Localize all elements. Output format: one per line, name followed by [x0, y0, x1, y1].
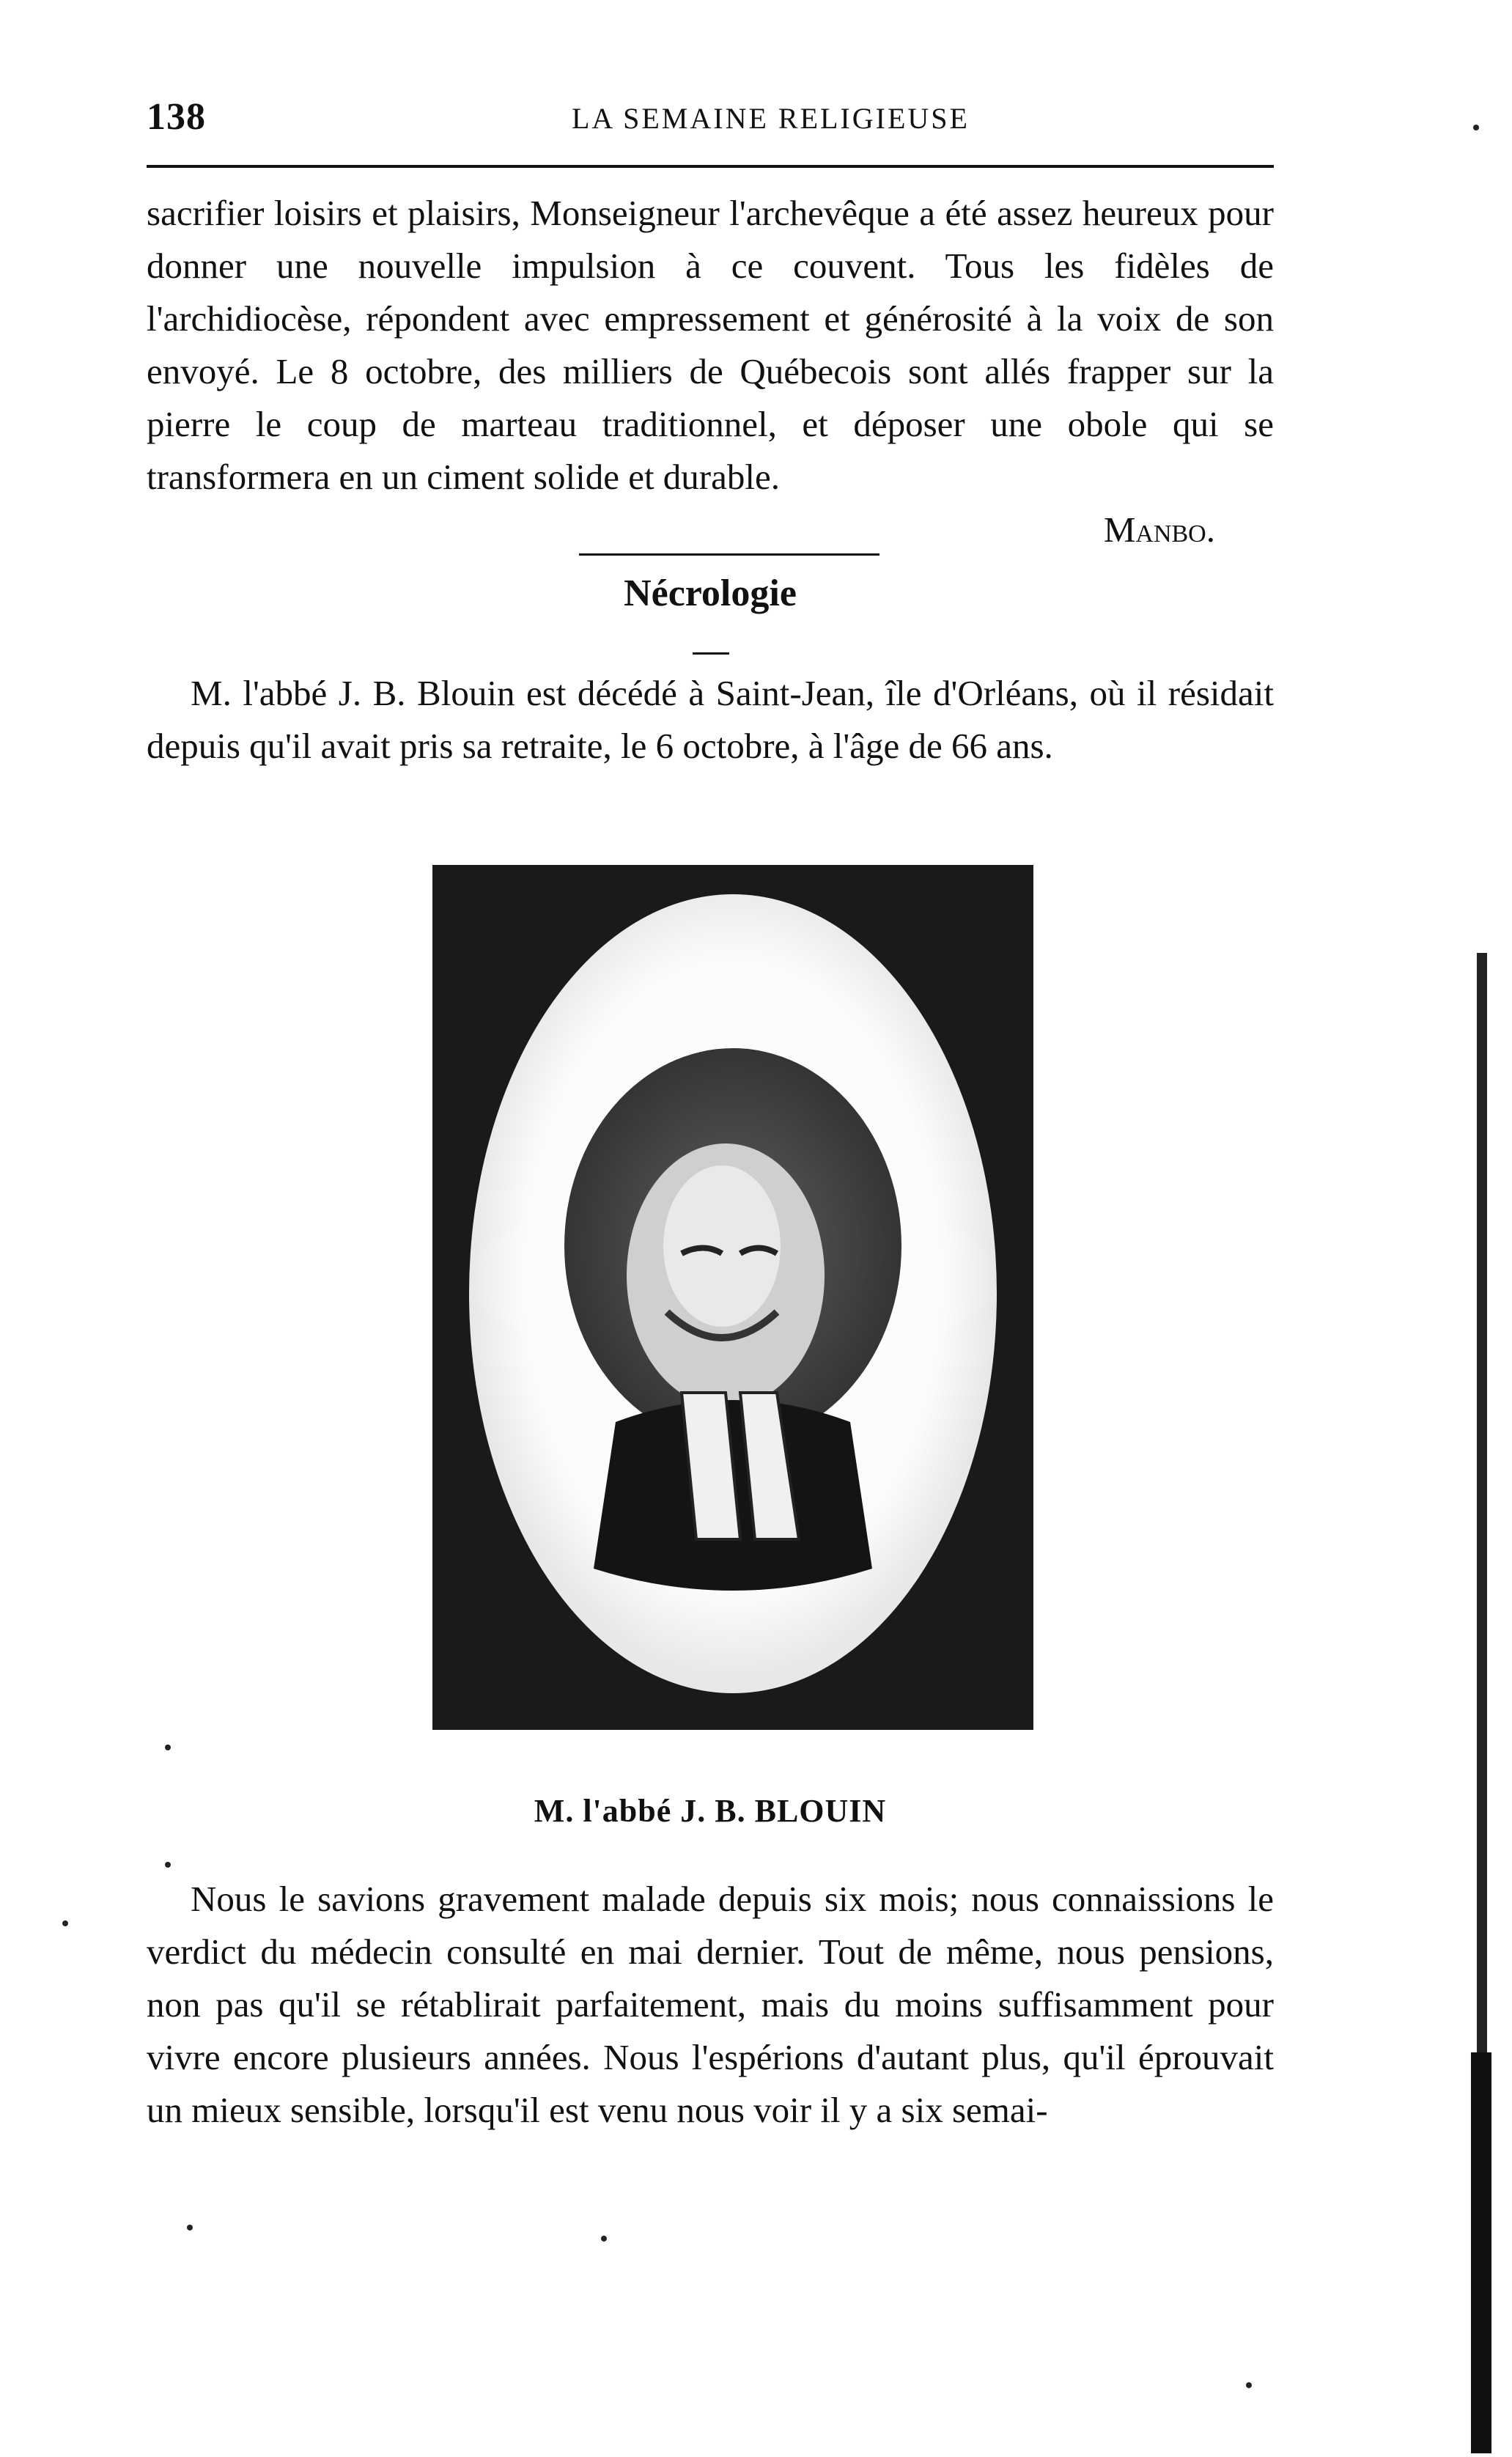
- paragraph-intro: [147, 187, 1274, 504]
- portrait-photo: [432, 865, 1033, 1730]
- author-signature: Manbo.: [1103, 509, 1215, 550]
- paragraph-intro-text: sacrifier loisirs et plaisirs, Monseigneur l'archevêque a été assez heureux pour donner une nouvelle impulsion à ce couvent. Tous les fidèles de l'archidiocèse, répondent avec empressement et générosité à la voix de son envoyé. Le 8 octobre, des milliers de Québecois sont allés frapper sur la pierre le coup de marteau traditionnel, et déposer une obole qui se transformera en un ciment solide et durable.: [147, 193, 1274, 497]
- portrait-caption: M. l'abbé J. B. BLOUIN: [534, 1793, 887, 1829]
- paragraph-continuation-text: Nous le savions gravement malade depuis six mois; nous connaissions le verdict du médecin consulté en mai dernier. Tout de même, nous pensions, non pas qu'il se rétablirait parfaitement, mais du moins suffisamment pour vivre encore plusieurs années. Nous l'espérions d'autant plus, qu'il éprouvait un mieux sensible, lorsqu'il est venu nous voir il y a six semai-: [147, 1879, 1274, 2130]
- header-rule: [147, 165, 1274, 168]
- paragraph-continuation: [147, 1873, 1274, 2137]
- page-header: [147, 95, 1268, 147]
- paragraph-obituary-text: M. l'abbé J. B. Blouin est décédé à Saint-Jean, île d'Orléans, où il résidait depuis qu'il avait pris sa retraite, le 6 octobre, à l'âge de 66 ans.: [147, 673, 1274, 766]
- running-title: LA SEMAINE RELIGIEUSE: [572, 102, 970, 135]
- section-title-underline: [693, 652, 729, 655]
- margin-speck: [62, 1920, 68, 1926]
- margin-speck: [1473, 125, 1479, 130]
- margin-speck: [1246, 2382, 1252, 2388]
- margin-speck: [187, 2225, 193, 2231]
- margin-speck: [165, 1745, 171, 1750]
- paragraph-obituary: [147, 667, 1274, 773]
- signature-line: [147, 504, 1274, 556]
- page-number: 138: [147, 96, 206, 138]
- section-divider: [579, 553, 879, 556]
- section-title: Nécrologie: [624, 572, 797, 614]
- margin-speck: [601, 2236, 607, 2241]
- page-binding-edge: [1455, 953, 1499, 2453]
- portrait-image: [432, 865, 1033, 1730]
- margin-speck: [165, 1862, 171, 1868]
